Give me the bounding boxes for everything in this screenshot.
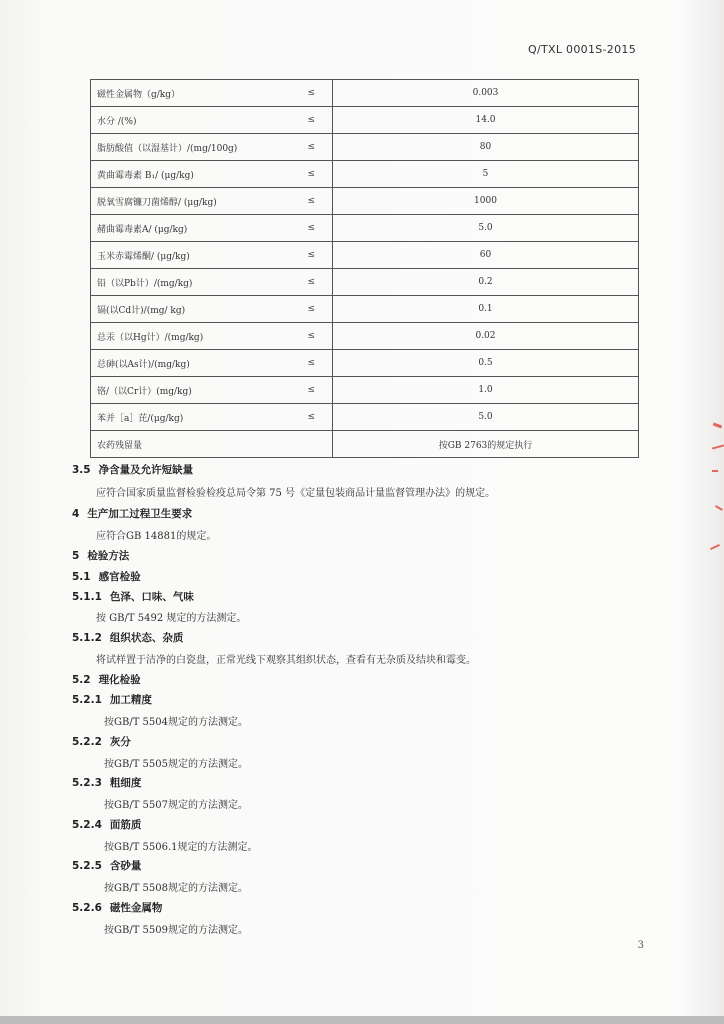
section-heading: 5.2 理化检验 [72, 674, 141, 686]
table-cell-operator: ≤ [291, 404, 333, 431]
table-cell-value: 0.5 [333, 350, 639, 377]
table-row [91, 107, 639, 134]
table-row [91, 242, 639, 269]
section-heading: 5.2.1 加工精度 [72, 694, 152, 706]
table-cell-operator: ≤ [291, 80, 333, 107]
table-cell-operator: ≤ [291, 323, 333, 350]
section-heading: 5.1.2 组织状态、杂质 [72, 632, 184, 644]
section-heading: 5 检验方法 [72, 550, 130, 562]
section-heading: 5.2.6 磁性金属物 [72, 902, 163, 914]
scan-mark [712, 444, 724, 449]
table-cell-value: 按GB 2763的规定执行 [333, 431, 639, 458]
table-cell-operator: ≤ [291, 296, 333, 323]
table-row [91, 296, 639, 323]
table-row [91, 80, 639, 107]
table-cell-item: 磁性金属物（g/kg） [91, 80, 291, 107]
table-cell-item: 总汞（以Hg计）/(mg/kg) [91, 323, 291, 350]
section-heading: 3.5 净含量及允许短缺量 [72, 464, 194, 476]
table-cell-value: 0.1 [333, 296, 639, 323]
table-cell-value: 5 [333, 161, 639, 188]
section-body: 按GB/T 5508规定的方法测定。 [104, 883, 249, 894]
table-cell-value: 14.0 [333, 107, 639, 134]
table-cell-operator: ≤ [291, 215, 333, 242]
scan-mark [715, 505, 723, 511]
table-cell-item: 黄曲霉毒素 B₁/ (μg/kg) [91, 161, 291, 188]
page-number: 3 [637, 940, 644, 951]
section-heading: 4 生产加工过程卫生要求 [72, 508, 193, 520]
table-cell-operator: ≤ [291, 269, 333, 296]
table-cell-item: 农药残留量 [91, 431, 333, 458]
table-cell-item: 脂肪酸值（以湿基计）/(mg/100g) [91, 134, 291, 161]
section-body: 按GB/T 5505规定的方法测定。 [104, 759, 249, 770]
table-row [91, 215, 639, 242]
table-cell-item: 总砷(以As计)/(mg/kg) [91, 350, 291, 377]
table-cell-value: 80 [333, 134, 639, 161]
table-row [91, 269, 639, 296]
section-heading: 5.2.2 灰分 [72, 736, 131, 748]
table-row [91, 350, 639, 377]
section-body: 按GB/T 5506.1规定的方法测定。 [104, 842, 258, 853]
section-heading: 5.2.5 含砂量 [72, 860, 142, 872]
section-body: 按GB/T 5507规定的方法测定。 [104, 800, 249, 811]
table-cell-operator: ≤ [291, 188, 333, 215]
scan-mark [713, 423, 722, 429]
table-cell-value: 1000 [333, 188, 639, 215]
section-body: 按GB/T 5509规定的方法测定。 [104, 925, 249, 936]
section-body: 应符合GB 14881的规定。 [96, 531, 217, 542]
table-cell-item: 苯并［a］芘/(μg/kg) [91, 404, 291, 431]
section-body: 按GB/T 5504规定的方法测定。 [104, 717, 249, 728]
table-cell-value: 0.02 [333, 323, 639, 350]
table-cell-operator: ≤ [291, 107, 333, 134]
table-cell-value: 60 [333, 242, 639, 269]
table-cell-operator: ≤ [291, 242, 333, 269]
table-cell-item: 脱氧雪腐镰刀菌烯醇/ (μg/kg) [91, 188, 291, 215]
table-cell-item: 水分 /(%) [91, 107, 291, 134]
table-cell-operator: ≤ [291, 134, 333, 161]
table-row [91, 161, 639, 188]
table-cell-value: 0.003 [333, 80, 639, 107]
table-row [91, 377, 639, 404]
table-cell-item: 玉米赤霉烯酮/ (μg/kg) [91, 242, 291, 269]
spec-table [90, 79, 639, 458]
table-row [91, 404, 639, 431]
table-cell-value: 1.0 [333, 377, 639, 404]
table-cell-item: 赭曲霉毒素A/ (μg/kg) [91, 215, 291, 242]
table-row-last [91, 431, 639, 458]
spec-table-body [91, 80, 639, 458]
table-row [91, 134, 639, 161]
table-cell-value: 0.2 [333, 269, 639, 296]
table-cell-item: 铅（以Pb计）/(mg/kg) [91, 269, 291, 296]
table-cell-operator: ≤ [291, 350, 333, 377]
table-cell-item: 铬/（以Cr计）(mg/kg) [91, 377, 291, 404]
section-heading: 5.1 感官检验 [72, 571, 141, 583]
table-row [91, 323, 639, 350]
section-body: 应符合国家质量监督检验检疫总局令第 75 号《定量包装商品计量监督管理办法》的规定。 [96, 488, 496, 499]
section-body: 将试样置于洁净的白瓷盘，正常光线下观察其组织状态，查看有无杂质及结块和霉变。 [96, 655, 476, 666]
section-heading: 5.2.4 面筋质 [72, 819, 142, 831]
scan-mark [710, 544, 720, 550]
section-heading: 5.2.3 粗细度 [72, 777, 142, 789]
table-cell-operator: ≤ [291, 377, 333, 404]
document-code: Q/TXL 0001S-2015 [528, 43, 636, 56]
table-row [91, 188, 639, 215]
table-cell-value: 5.0 [333, 404, 639, 431]
table-cell-item: 镉(以Cd计)/(mg/ kg) [91, 296, 291, 323]
section-body: 按 GB/T 5492 规定的方法测定。 [96, 613, 247, 624]
table-cell-operator: ≤ [291, 161, 333, 188]
section-heading: 5.1.1 色泽、口味、气味 [72, 591, 194, 603]
table-cell-value: 5.0 [333, 215, 639, 242]
scan-edge [0, 1016, 724, 1024]
scan-mark [712, 470, 718, 472]
